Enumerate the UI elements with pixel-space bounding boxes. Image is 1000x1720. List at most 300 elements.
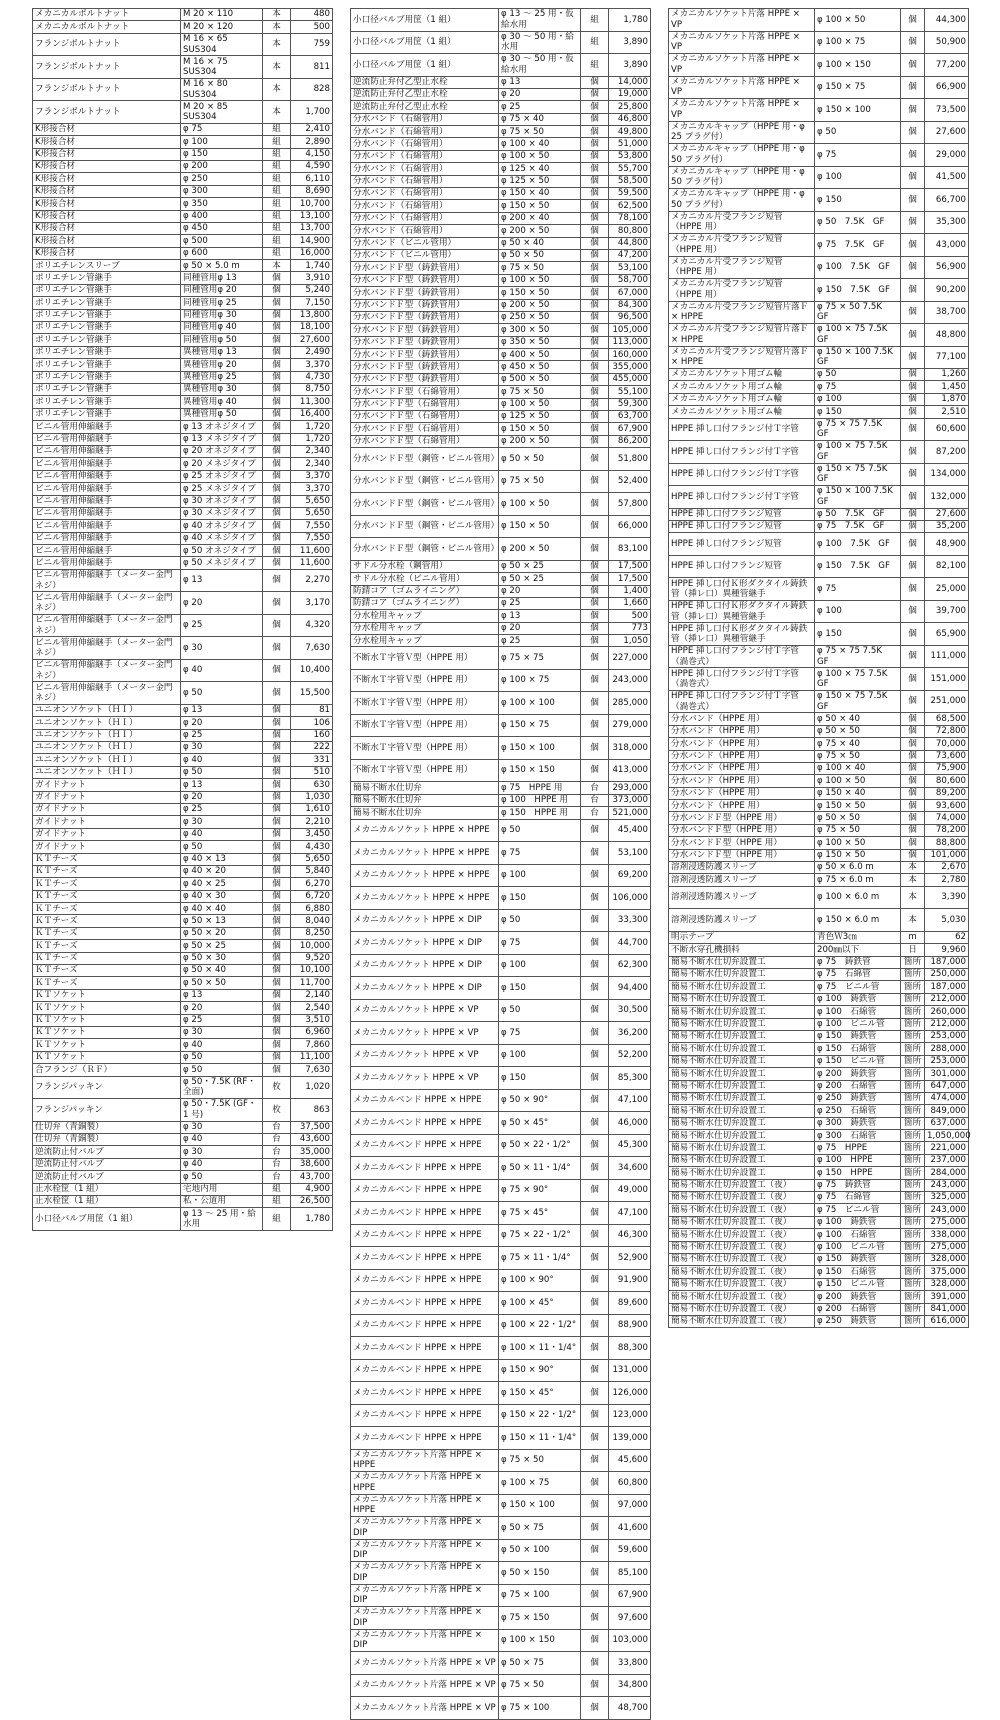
item-unit: 個	[263, 927, 291, 939]
item-spec: φ 100 × 40	[815, 762, 901, 774]
item-unit: 箇所	[901, 1154, 925, 1166]
item-name: 不断水穿孔機損料	[669, 944, 815, 956]
table-row	[33, 284, 333, 296]
table-row	[669, 9, 969, 32]
item-price: 134,000	[925, 463, 969, 486]
item-price: 62	[925, 931, 969, 943]
item-price: 8,690	[291, 185, 333, 197]
item-name: メカニカルソケット片落 HPPE × VP	[669, 31, 815, 54]
table-row	[351, 1157, 651, 1180]
item-spec: φ 50 × 40	[815, 713, 901, 725]
item-price: 7,630	[291, 637, 333, 660]
item-name: 分水バンド（ビニル管用）	[351, 249, 499, 261]
item-price: 7,550	[291, 532, 333, 544]
item-spec: φ 75	[499, 842, 581, 865]
item-name: 分水バンドＦ型（鋳鉄管用）	[351, 373, 499, 385]
item-name: HPPE 挿し口付フランジ付Ｔ字管	[669, 463, 815, 486]
item-unit: 個	[263, 903, 291, 915]
table-row	[33, 989, 333, 1001]
item-spec: φ 50 × 150	[499, 1562, 581, 1585]
item-spec: φ 50	[181, 766, 263, 778]
item-name: ビニル管用伸縮継手	[33, 507, 181, 519]
item-name: メカニカルソケット片落 HPPE × VP	[669, 99, 815, 122]
item-spec: φ 400	[181, 210, 263, 222]
table-row	[351, 398, 651, 410]
item-price: 83,100	[609, 538, 651, 561]
item-unit: 個	[581, 622, 609, 634]
item-price: 53,800	[609, 150, 651, 162]
item-spec: φ 50 × 20	[181, 927, 263, 939]
item-price: 17,500	[609, 560, 651, 572]
table-row	[669, 1055, 969, 1067]
item-name: メカニカルソケット HPPE × VP	[351, 1022, 499, 1045]
item-price: 4,320	[291, 614, 333, 637]
item-price: 88,800	[925, 837, 969, 849]
item-price: 863	[291, 1099, 333, 1122]
item-spec: φ 25	[499, 597, 581, 609]
item-unit: 本	[901, 909, 925, 932]
item-spec: φ 200 × 50	[499, 435, 581, 447]
item-price: 126,000	[609, 1382, 651, 1405]
item-name: 簡易不断水仕切弁設置工	[669, 1043, 815, 1055]
table-row	[351, 262, 651, 274]
item-price: 6,270	[291, 878, 333, 890]
item-unit: 個	[581, 597, 609, 609]
item-spec: φ 75 ビニル管	[815, 1204, 901, 1216]
table-row	[33, 1051, 333, 1063]
item-name: HPPE 挿し口付Ｋ形ダクタイル鋳鉄管（挿レ口）異種管継手	[669, 578, 815, 601]
table-row	[351, 954, 651, 977]
item-price: 63,700	[609, 411, 651, 423]
item-price: 222	[291, 742, 333, 754]
table-row	[669, 824, 969, 836]
item-price: 373,000	[609, 794, 651, 806]
item-name: メカニカルソケット片落 HPPE × DIP	[351, 1584, 499, 1607]
item-name: 仕切弁（青銅製）	[33, 1121, 181, 1133]
item-name: ポリエチレン管継手	[33, 284, 181, 296]
table-row	[669, 1142, 969, 1154]
table-row	[669, 837, 969, 849]
table-row	[351, 361, 651, 373]
item-spec: φ 50 × 6.0 m	[815, 862, 901, 874]
table-row	[351, 1449, 651, 1472]
item-name: ビニル管用伸縮継手（メーター金門ネジ）	[33, 637, 181, 660]
item-spec: φ 150 × 6.0 m	[815, 909, 901, 932]
item-spec: φ 200 石綿管	[815, 1303, 901, 1315]
table-row	[351, 1697, 651, 1720]
item-price: 16,400	[291, 408, 333, 420]
item-unit: 個	[581, 1022, 609, 1045]
table-row	[351, 1629, 651, 1652]
item-price: 38,700	[925, 301, 969, 324]
item-unit: 個	[581, 1472, 609, 1495]
item-spec: φ 150 × 100 7.5K GF	[815, 486, 901, 509]
item-price: 96,500	[609, 311, 651, 323]
item-spec: φ 150 石綿管	[815, 1043, 901, 1055]
item-unit: 箇所	[901, 1092, 925, 1104]
item-unit: 組	[263, 173, 291, 185]
item-unit: 個	[263, 878, 291, 890]
item-price: 74,000	[925, 812, 969, 824]
item-unit: 組	[263, 1183, 291, 1195]
table-row	[351, 585, 651, 597]
item-spec: φ 150 × 150	[499, 759, 581, 782]
table-row	[33, 371, 333, 383]
item-name: HPPE 挿し口付フランジ付Ｔ字管	[669, 486, 815, 509]
item-unit: 個	[263, 507, 291, 519]
table-row	[33, 940, 333, 952]
item-spec: φ 75 × 6.0 m	[815, 874, 901, 886]
table-row	[669, 463, 969, 486]
item-spec: φ 200 × 50	[499, 538, 581, 561]
table-row	[669, 750, 969, 762]
item-name: 簡易不断水仕切弁設置工	[669, 1105, 815, 1117]
item-name: 分水バンドＦ型（鋳鉄管用）	[351, 311, 499, 323]
item-spec: φ 150	[181, 148, 263, 160]
item-price: 759	[291, 33, 333, 56]
item-name: 小口径バルブ用筐（1 組）	[351, 31, 499, 54]
table-row	[351, 807, 651, 819]
item-name: メカニカル片受フランジ短管（HPPE 用）	[669, 256, 815, 279]
item-name: メカニカルボルトナット	[33, 9, 181, 21]
item-price: 67,000	[609, 287, 651, 299]
item-unit: 個	[581, 212, 609, 224]
item-name: K形接合材	[33, 222, 181, 234]
table-row	[351, 54, 651, 77]
item-unit: 個	[581, 647, 609, 670]
item-name: 分水バンド（HPPE 用）	[669, 800, 815, 812]
table-row	[351, 200, 651, 212]
item-spec: φ 30	[181, 637, 263, 660]
item-spec: φ 30	[181, 816, 263, 828]
item-name: 簡易不断水仕切弁設置工（夜）	[669, 1253, 815, 1265]
item-spec: φ 75 石綿管	[815, 968, 901, 980]
item-spec: φ 200 × 40	[499, 212, 581, 224]
item-unit: 箇所	[901, 1179, 925, 1191]
table-row	[351, 287, 651, 299]
item-price: 89,600	[609, 1292, 651, 1315]
table-row	[33, 704, 333, 716]
table-row	[669, 99, 969, 122]
item-spec: φ 75 HPPE 用	[499, 782, 581, 794]
table-row	[33, 260, 333, 272]
item-price: 19,000	[609, 88, 651, 100]
item-price: 253,000	[925, 1055, 969, 1067]
item-spec: φ 75 HPPE	[815, 1142, 901, 1154]
item-price: 355,000	[609, 361, 651, 373]
table-row	[351, 1494, 651, 1517]
item-price: 328,000	[925, 1253, 969, 1265]
item-spec: φ 500 × 50	[499, 373, 581, 385]
item-name: 小口径バルブ用筐（1 組）	[351, 54, 499, 77]
item-unit: 個	[581, 175, 609, 187]
item-name: ユニオンソケット（ＨＩ）	[33, 729, 181, 741]
item-name: ガイドナット	[33, 828, 181, 840]
table-row	[669, 1167, 969, 1179]
item-unit: 個	[901, 668, 925, 691]
item-name: 分水栓用キャップ	[351, 610, 499, 622]
item-spec: φ 200 石綿管	[815, 1080, 901, 1092]
item-price: 6,720	[291, 890, 333, 902]
item-price: 2,340	[291, 445, 333, 457]
item-unit: 個	[263, 1039, 291, 1051]
item-price: 293,000	[609, 782, 651, 794]
table-row	[669, 981, 969, 993]
item-spec: M 20 × 85 SUS304	[181, 101, 263, 124]
item-unit: 箇所	[901, 1278, 925, 1290]
item-name: 分水バンド（石綿管用）	[351, 200, 499, 212]
item-spec: φ 50 × 50	[181, 977, 263, 989]
item-spec: φ 75 × 75	[499, 647, 581, 670]
item-spec: φ 450 × 50	[499, 361, 581, 373]
table-row	[33, 160, 333, 172]
item-name: ＫＴソケット	[33, 1039, 181, 1051]
item-name: メカニカル片受フランジ短管（HPPE 用）	[669, 234, 815, 257]
item-price: 5,030	[925, 909, 969, 932]
item-price: 67,900	[609, 423, 651, 435]
item-spec: φ 75 鋳鉄管	[815, 956, 901, 968]
item-spec: φ 13 ～ 25 用・仮給水用	[499, 9, 581, 32]
item-name: 止水栓筐（1 組）	[33, 1195, 181, 1207]
item-price: 1,030	[291, 791, 333, 803]
item-unit: 台	[581, 782, 609, 794]
item-name: ユニオンソケット（ＨＩ）	[33, 704, 181, 716]
item-spec: φ 100 HPPE 用	[499, 794, 581, 806]
item-price: 41,500	[925, 166, 969, 189]
item-spec: φ 150 × 40	[815, 787, 901, 799]
item-price: 38,600	[291, 1158, 333, 1170]
item-spec: φ 40	[181, 754, 263, 766]
item-spec: φ 40 オネジタイプ	[181, 520, 263, 532]
item-price: 84,300	[609, 299, 651, 311]
item-name: メカニカルソケット HPPE × HPPE	[351, 819, 499, 842]
item-price: 301,000	[925, 1068, 969, 1080]
item-unit: 個	[581, 1629, 609, 1652]
item-unit: 個	[901, 393, 925, 405]
table-row	[669, 909, 969, 932]
item-unit: 日	[901, 944, 925, 956]
item-spec: φ 100 × 75 7.5K GF	[815, 324, 901, 347]
item-price: 43,000	[925, 234, 969, 257]
item-unit: 組	[581, 54, 609, 77]
item-price: 2,780	[925, 874, 969, 886]
item-spec: φ 30 ～ 50 用・仮給水用	[499, 54, 581, 77]
item-price: 97,600	[609, 1607, 651, 1630]
item-name: 分水バンド（HPPE 用）	[669, 713, 815, 725]
item-unit: 個	[581, 101, 609, 113]
item-unit: 個	[263, 421, 291, 433]
item-price: 284,000	[925, 1167, 969, 1179]
item-name: 簡易不断水仕切弁設置工	[669, 1142, 815, 1154]
item-name: 簡易不断水仕切弁設置工	[669, 1092, 815, 1104]
item-price: 4,590	[291, 160, 333, 172]
item-spec: φ 50 × 30	[181, 952, 263, 964]
item-price: 2,540	[291, 1002, 333, 1014]
item-unit: 組	[263, 1195, 291, 1207]
item-name: ポリエチレン管継手	[33, 346, 181, 358]
item-price: 647,000	[925, 1080, 969, 1092]
item-unit: 個	[263, 1064, 291, 1076]
item-name: ポリエチレン管継手	[33, 396, 181, 408]
item-spec: φ 75	[499, 932, 581, 955]
item-unit: 個	[901, 750, 925, 762]
item-name: 簡易不断水仕切弁設置工	[669, 1006, 815, 1018]
item-unit: 個	[581, 1562, 609, 1585]
item-price: 103,000	[609, 1629, 651, 1652]
item-unit: 個	[581, 138, 609, 150]
table-row	[351, 1269, 651, 1292]
item-spec: φ 75 ビニル管	[815, 981, 901, 993]
item-price: 97,000	[609, 1494, 651, 1517]
item-unit: 個	[263, 396, 291, 408]
item-name: フランジボルトナット	[33, 78, 181, 101]
item-name: 不断水Ｔ字管Ｖ型（HPPE 用）	[351, 669, 499, 692]
item-unit: 組	[263, 247, 291, 259]
table-row	[669, 800, 969, 812]
item-name: 分水バンド（HPPE 用）	[669, 725, 815, 737]
item-name: メカニカルソケット片落 HPPE × HPPE	[351, 1494, 499, 1517]
item-price: 9,520	[291, 952, 333, 964]
item-spec: φ 300 × 50	[499, 324, 581, 336]
table-row	[669, 441, 969, 464]
item-spec: φ 50	[499, 999, 581, 1022]
table-row	[33, 507, 333, 519]
item-name: 分水バンドＦ型（石綿管用）	[351, 398, 499, 410]
item-name: HPPE 挿し口付フランジ付Ｔ字管（渦巻式）	[669, 668, 815, 691]
item-name: メカニカルベンド HPPE × HPPE	[351, 1269, 499, 1292]
item-price: 27,600	[925, 508, 969, 520]
item-name: ポリエチレン管継手	[33, 297, 181, 309]
item-name: ガイドナット	[33, 841, 181, 853]
item-name: ビニル管用伸縮継手	[33, 458, 181, 470]
table-row	[33, 915, 333, 927]
item-unit: 個	[581, 1112, 609, 1135]
item-price: 86,200	[609, 435, 651, 447]
item-price: 93,600	[925, 800, 969, 812]
table-row	[33, 495, 333, 507]
item-price: 5,840	[291, 865, 333, 877]
item-price: 285,000	[609, 692, 651, 715]
table-row	[33, 803, 333, 815]
table-row	[33, 1121, 333, 1133]
item-price: 47,100	[609, 1202, 651, 1225]
item-name: HPPE 挿し口付フランジ短管	[669, 533, 815, 556]
item-price: 73,600	[925, 750, 969, 762]
item-unit: 個	[581, 1382, 609, 1405]
table-row	[669, 381, 969, 393]
table-row	[669, 849, 969, 861]
item-unit: 個	[581, 311, 609, 323]
item-price: 25,800	[609, 101, 651, 113]
item-name: メカニカルソケット片落 HPPE × VP	[669, 76, 815, 99]
price-column-2	[350, 8, 650, 1720]
item-spec: φ 100	[499, 1044, 581, 1067]
item-spec: φ 150 × 75	[499, 714, 581, 737]
item-spec: φ 150 7.5K GF	[815, 279, 901, 302]
item-spec: φ 13	[499, 610, 581, 622]
item-unit: 個	[263, 989, 291, 1001]
item-name: メカニカル片受フランジ短管片落Ｆ × HPPE	[669, 346, 815, 369]
item-price: 27,600	[925, 121, 969, 144]
item-unit: 本	[901, 886, 925, 909]
item-price: 3,910	[291, 272, 333, 284]
item-spec: φ 100 × 100	[499, 692, 581, 715]
item-price: 37,500	[291, 1121, 333, 1133]
item-price: 53,100	[609, 262, 651, 274]
item-price: 34,600	[609, 1157, 651, 1180]
table-row	[33, 865, 333, 877]
table-row	[669, 121, 969, 144]
item-spec: φ 25	[181, 803, 263, 815]
item-price: 474,000	[925, 1092, 969, 1104]
table-row	[33, 1208, 333, 1231]
item-spec: φ 150 × 75	[815, 76, 901, 99]
item-unit: 本	[263, 260, 291, 272]
item-name: ポリエチレン管継手	[33, 272, 181, 284]
item-spec: φ 75 7.5K GF	[815, 520, 901, 532]
item-price: 375,000	[925, 1266, 969, 1278]
item-unit: 箇所	[901, 981, 925, 993]
table-row	[351, 538, 651, 561]
item-price: 2,490	[291, 346, 333, 358]
item-name: メカニカルベンド HPPE × HPPE	[351, 1427, 499, 1450]
item-name: メカニカルソケット片落 HPPE × HPPE	[351, 1472, 499, 1495]
item-spec: φ 25	[181, 729, 263, 741]
item-name: 分水バンド（HPPE 用）	[669, 762, 815, 774]
table-row	[669, 1229, 969, 1241]
item-name: K形接合材	[33, 235, 181, 247]
item-name: ユニオンソケット（ＨＩ）	[33, 754, 181, 766]
item-name: 簡易不断水仕切弁設置工	[669, 981, 815, 993]
item-price: 331	[291, 754, 333, 766]
item-name: 分水バンド（HPPE 用）	[669, 738, 815, 750]
item-spec: φ 100 鋳鉄管	[815, 993, 901, 1005]
item-price: 4,430	[291, 841, 333, 853]
table-row	[33, 1014, 333, 1026]
item-spec: φ 450	[181, 222, 263, 234]
item-spec: φ 75 × 50	[499, 470, 581, 493]
item-name: メカニカルベンド HPPE × HPPE	[351, 1382, 499, 1405]
table-row	[669, 1117, 969, 1129]
item-name: 不断水Ｔ字管Ｖ型（HPPE 用）	[351, 759, 499, 782]
item-spec: φ 250	[181, 173, 263, 185]
item-price: 1,660	[609, 597, 651, 609]
item-unit: 個	[263, 433, 291, 445]
item-spec: φ 150 × 50	[499, 423, 581, 435]
item-spec: φ 100 × 50	[815, 775, 901, 787]
item-spec: φ 150 × 75 7.5K GF	[815, 690, 901, 713]
item-price: 66,000	[609, 515, 651, 538]
item-name: 分水バンドＦ型（鋳鉄管用）	[351, 324, 499, 336]
item-price: 151,000	[925, 668, 969, 691]
table-row	[351, 163, 651, 175]
table-row	[33, 136, 333, 148]
item-spec: φ 150 × 100	[815, 99, 901, 122]
item-price: 616,000	[925, 1315, 969, 1327]
item-unit: 個	[901, 234, 925, 257]
table-row	[669, 418, 969, 441]
table-row	[669, 1030, 969, 1042]
table-row	[669, 862, 969, 874]
item-spec: φ 75 × 50	[499, 386, 581, 398]
item-name: ポリエチレンスリーブ	[33, 260, 181, 272]
item-unit: 個	[263, 952, 291, 964]
item-unit: 個	[581, 737, 609, 760]
item-spec: φ 50 オネジタイプ	[181, 545, 263, 557]
item-name: 逆流防止弁付乙型止水栓	[351, 101, 499, 113]
item-unit: 個	[581, 1247, 609, 1270]
item-unit: 個	[581, 398, 609, 410]
